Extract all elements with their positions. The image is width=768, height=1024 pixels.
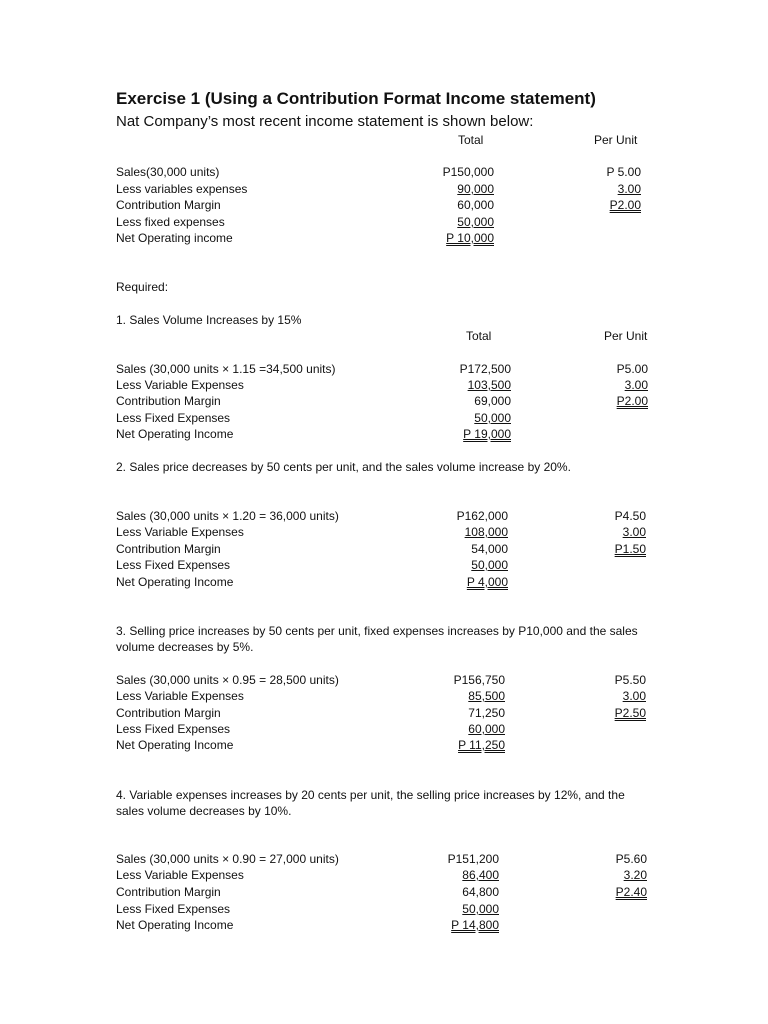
q3-total-sales: P156,750 bbox=[453, 673, 505, 687]
base-label-sales: Sales(30,000 units) bbox=[116, 165, 220, 179]
q3-unit-sales: P5.50 bbox=[614, 673, 646, 687]
exercise-title: Exercise 1 (Using a Contribution Format Income statement) bbox=[116, 89, 596, 108]
q2-label-noi: Net Operating Income bbox=[116, 575, 234, 589]
q2-label-sales: Sales (30,000 units × 1.20 = 36,000 units) bbox=[116, 509, 339, 523]
base-col-unit-header: Per Unit bbox=[594, 133, 638, 147]
exercise-subtitle: Nat Company’s most recent income statement is shown below: bbox=[116, 113, 534, 130]
base-total-sales: P150,000 bbox=[442, 165, 494, 179]
q3-label-cm: Contribution Margin bbox=[116, 706, 221, 720]
q1-label-sales: Sales (30,000 units × 1.15 =34,500 units) bbox=[116, 362, 336, 376]
q3-label-noi: Net Operating Income bbox=[116, 738, 234, 752]
base-label-cm: Contribution Margin bbox=[116, 198, 221, 212]
q1-col-unit-header: Per Unit bbox=[604, 329, 648, 343]
q3-total-cm: 71,250 bbox=[468, 706, 505, 720]
q4-total-variable: 86,400 bbox=[462, 868, 499, 882]
base-unit-cm: P2.00 bbox=[609, 198, 641, 212]
q1-total-variable: 103,500 bbox=[467, 378, 511, 392]
q4-label-fixed: Less Fixed Expenses bbox=[116, 902, 231, 916]
base-total-fixed: 50,000 bbox=[457, 215, 494, 229]
base-total-cm: 60,000 bbox=[457, 198, 494, 212]
base-label-fixed: Less fixed expenses bbox=[116, 215, 225, 229]
q1-total-noi: P 19,000 bbox=[463, 427, 511, 441]
q2-label-fixed: Less Fixed Expenses bbox=[116, 558, 231, 572]
q2-unit-cm: P1.50 bbox=[614, 542, 646, 556]
base-unit-variable: 3.00 bbox=[617, 182, 641, 196]
q2-unit-sales: P4.50 bbox=[614, 509, 646, 523]
q1-unit-variable: 3.00 bbox=[624, 378, 648, 392]
q4-total-noi: P 14,800 bbox=[451, 918, 499, 932]
q4-label-cm: Contribution Margin bbox=[116, 885, 221, 899]
base-total-noi: P 10,000 bbox=[446, 231, 494, 245]
q3-label-fixed: Less Fixed Expenses bbox=[116, 722, 231, 736]
q1-label-fixed: Less Fixed Expenses bbox=[116, 411, 231, 425]
q4-label-variable: Less Variable Expenses bbox=[116, 868, 244, 882]
base-label-noi: Net Operating income bbox=[116, 231, 233, 245]
q1-unit-sales: P5.00 bbox=[616, 362, 648, 376]
q2-label-variable: Less Variable Expenses bbox=[116, 525, 244, 539]
q3-label-variable: Less Variable Expenses bbox=[116, 689, 244, 703]
q1-col-total-header: Total bbox=[466, 329, 492, 343]
q1-heading: 1. Sales Volume Increases by 15% bbox=[116, 313, 302, 327]
q1-label-noi: Net Operating Income bbox=[116, 427, 234, 441]
q4-heading: 4. Variable expenses increases by 20 cents per unit, the selling price increases by 12%, and the sales volume decreases by 10%. bbox=[116, 788, 625, 818]
base-total-variable: 90,000 bbox=[457, 182, 494, 196]
q2-unit-variable: 3.00 bbox=[622, 525, 646, 539]
q4-label-noi: Net Operating Income bbox=[116, 918, 234, 932]
q1-total-cm: 69,000 bbox=[474, 394, 511, 408]
q1-total-sales: P172,500 bbox=[459, 362, 511, 376]
q1-unit-cm: P2.00 bbox=[616, 394, 648, 408]
q1-total-fixed: 50,000 bbox=[474, 411, 511, 425]
base-col-total-header: Total bbox=[458, 133, 484, 147]
q4-total-fixed: 50,000 bbox=[462, 902, 499, 916]
q4-unit-sales: P5.60 bbox=[615, 852, 647, 866]
q3-total-noi: P 11,250 bbox=[458, 738, 505, 752]
required-label: Required: bbox=[116, 280, 169, 294]
base-label-variable: Less variables expenses bbox=[116, 182, 248, 196]
q4-label-sales: Sales (30,000 units × 0.90 = 27,000 units) bbox=[116, 852, 339, 866]
q4-total-sales: P151,200 bbox=[447, 852, 499, 866]
q1-label-variable: Less Variable Expenses bbox=[116, 378, 244, 392]
q3-total-variable: 85,500 bbox=[468, 689, 505, 703]
q3-heading: 3. Selling price increases by 50 cents per unit, fixed expenses increases by P10,000 and the sales volume decreases by 5%. bbox=[116, 624, 638, 654]
q3-unit-variable: 3.00 bbox=[622, 689, 646, 703]
q2-label-cm: Contribution Margin bbox=[116, 542, 221, 556]
base-unit-sales: P 5.00 bbox=[606, 165, 641, 179]
q3-unit-cm: P2.50 bbox=[614, 706, 646, 720]
q2-total-noi: P 4,000 bbox=[466, 575, 508, 589]
q2-total-cm: 54,000 bbox=[471, 542, 508, 556]
q2-heading: 2. Sales price decreases by 50 cents per unit, and the sales volume increase by 20%. bbox=[116, 460, 571, 474]
q4-unit-cm: P2.40 bbox=[615, 885, 647, 899]
q1-label-cm: Contribution Margin bbox=[116, 394, 221, 408]
q2-total-variable: 108,000 bbox=[464, 525, 508, 539]
q4-unit-variable: 3.20 bbox=[623, 868, 647, 882]
q3-total-fixed: 60,000 bbox=[468, 722, 505, 736]
q2-total-fixed: 50,000 bbox=[471, 558, 508, 572]
q2-total-sales: P162,000 bbox=[456, 509, 508, 523]
q4-total-cm: 64,800 bbox=[462, 885, 499, 899]
q3-label-sales: Sales (30,000 units × 0.95 = 28,500 units) bbox=[116, 673, 339, 687]
